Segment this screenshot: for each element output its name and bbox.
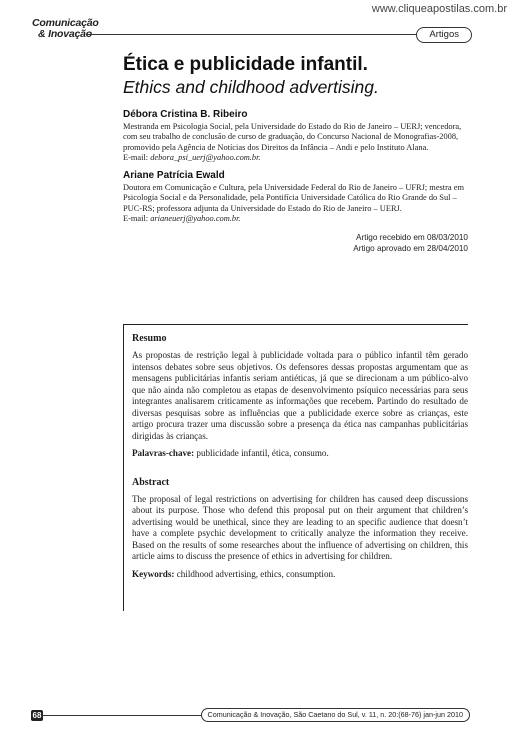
author-bio-2: [123, 183, 468, 225]
author-name-2: Ariane Patrícia Ewald: [123, 170, 225, 181]
author-email-1: debora_psi_uerj@yahoo.com.br.: [150, 153, 261, 163]
abstract-keywords: [132, 569, 468, 581]
date-received: Artigo recebido em 08/03/2010: [356, 233, 468, 242]
resumo-keywords-list: publicidade infantil, ética, consumo.: [194, 448, 329, 458]
author-bio-2-text: Doutora em Comunicação e Cultura, pela Universidade Federal do Rio de Janeiro – UFRJ; mestra em Psicologia Social e da Personalidade, pela Pontifícia Universidade Católica do Rio Grande do Sul – PUC-RS; professora adjunta da Universidade do Estado do Rio de Janeiro – UERJ.: [123, 183, 464, 213]
abstract-box: [123, 324, 468, 611]
resumo-keywords: [132, 448, 468, 460]
header-divider: [86, 34, 470, 35]
date-approved: Artigo aprovado em 28/04/2010: [353, 243, 468, 253]
author-email-2: arianeuerj@yahoo.com.br.: [150, 214, 241, 224]
author-bio-1-text: Mestranda em Psicologia Social, pela Universidade do Estado do Rio de Janeiro – UERJ; vencedora, com seu trabalho de conclusão de curso de graduação, do Concurso Nacional de Monografias-2008, promovido pela Agência de Notícias dos Direitos da Infância – Andi e pelo Instituto Alana.: [123, 122, 462, 152]
article-title-en: Ethics and childhood advertising.: [123, 77, 379, 97]
author-email-label-1: E-mail:: [123, 153, 151, 163]
abstract-heading: Abstract: [132, 476, 170, 488]
abstract-keywords-label: Keywords:: [132, 568, 175, 579]
footer-citation: Comunicação & Inovação, São Caetano do Sul, v. 11, n. 20:(68-76) jan-jun 2010: [201, 708, 470, 722]
resumo-text: As propostas de restrição legal à publicidade voltada para o público infantil têm gerado intensos debates sobre seus objetivos. Os defensores dessas propostas argumentam que as mensagens publicitárias infantis seriam antiéticas, já que se direcionam a um público-alvo que não ainda não completou as etapas de desenvolvimento psíquico necessárias para seus integrantes analisarem criticamente as informações que recebem. Partindo do resultado de diversas pesquisas sobre as influências que a publicidade exerce sobre as crianças, este artigo procura trazer uma discussão sobre a presença da ética nas campanhas publicitárias dirigidas às crianças.: [132, 350, 468, 441]
journal-logo-line2: & Inovação: [38, 28, 93, 40]
author-name-1: Débora Cristina B. Ribeiro: [123, 109, 248, 120]
article-dates: [353, 233, 468, 254]
journal-logo-line1: Comunicação: [32, 17, 99, 29]
abstract-text: The proposal of legal restrictions on advertising for children has caused deep discussions about its purpose. Those who defend this proposal put on their argument that children’s advertising would be unethical, since they are leading to an specific audience that doesn’t have a complete psychic development to critically analyze the information they receive. Based on the results of some researches about the influence of advertising on children, this article aims to discuss the presence of ethics in advertising for children.: [132, 493, 468, 561]
author-bio-1: [123, 122, 468, 164]
site-url: www.cliqueapostilas.com.br: [371, 3, 507, 15]
page-number: 68: [32, 711, 42, 720]
abstract-keywords-list: childhood advertising, ethics, consumption.: [174, 568, 336, 579]
author-email-label-2: E-mail:: [123, 214, 151, 224]
resumo-heading: Resumo: [132, 333, 167, 344]
section-label: Artigos: [416, 27, 472, 43]
journal-logo: [32, 18, 99, 40]
article-title-pt: Ética e publicidade infantil.: [123, 54, 368, 75]
resumo-keywords-label: Palavras-chave:: [132, 448, 195, 458]
